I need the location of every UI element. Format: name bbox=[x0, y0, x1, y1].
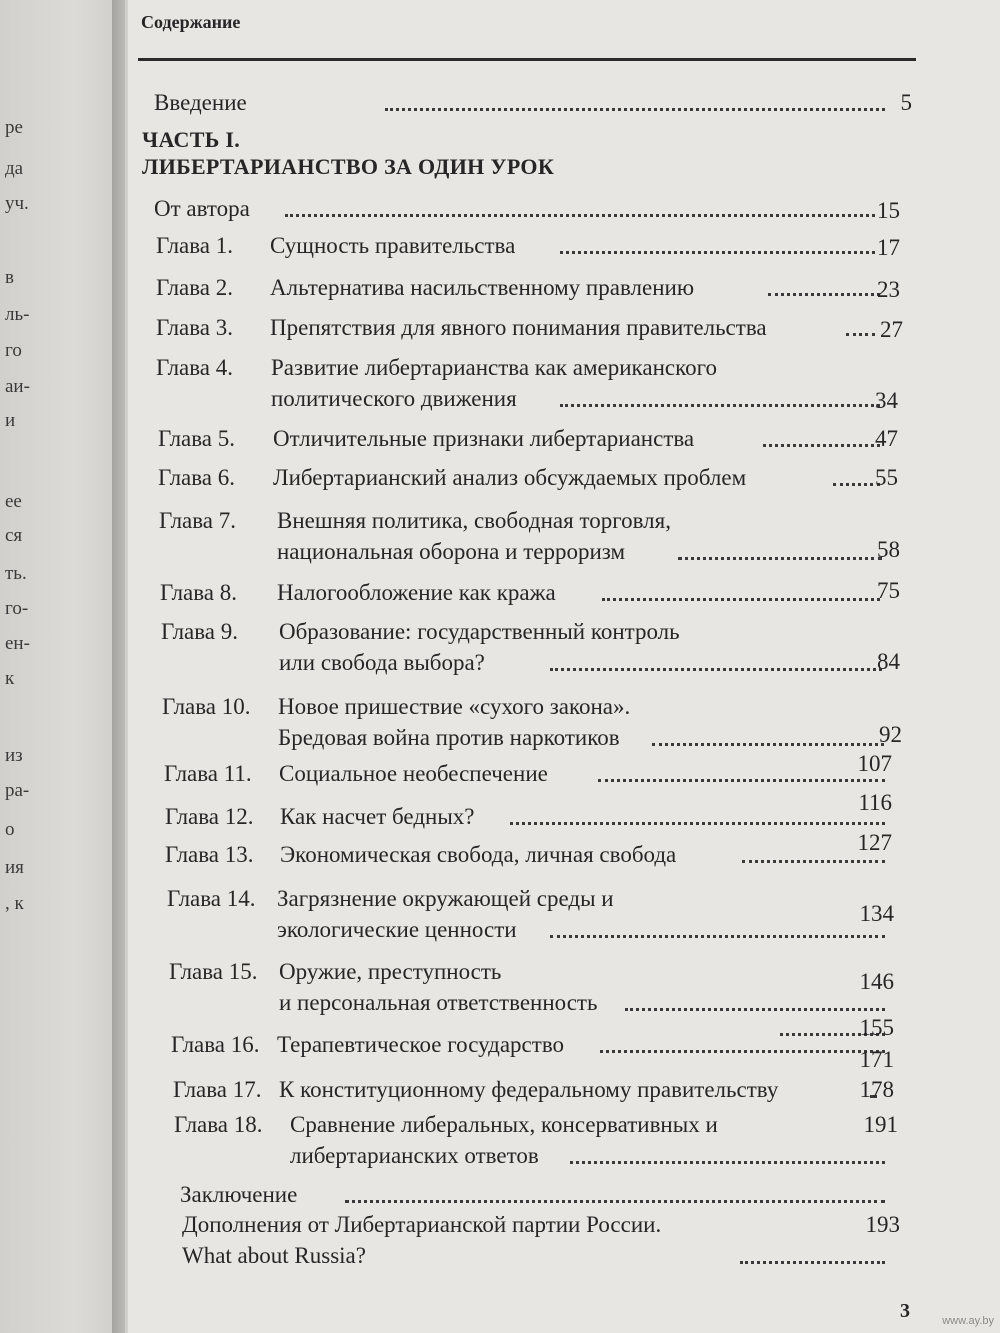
chapter-title: От автора bbox=[154, 196, 250, 221]
chapter-number: Глава 18. bbox=[174, 1112, 263, 1137]
chapter-title: Сравнение либеральных, консервативных и bbox=[290, 1112, 718, 1137]
chapter-title: Сущность правительства bbox=[270, 233, 516, 258]
chapter-title-continuation: или свобода выбора? bbox=[279, 650, 485, 675]
dot-leader bbox=[550, 935, 885, 938]
watermark: www.ay.by bbox=[942, 1315, 994, 1327]
chapter-number: Глава 14. bbox=[167, 886, 256, 911]
dot-leader bbox=[598, 779, 885, 782]
chapter-number: Глава 1. bbox=[156, 233, 234, 258]
chapter-title: Терапевтическое государство bbox=[277, 1032, 565, 1057]
toc-entry bbox=[140, 692, 920, 754]
chapter-number: Глава 17. bbox=[173, 1077, 262, 1102]
page-ref: 193 bbox=[865, 1212, 900, 1237]
previous-page-text-fragment: ль- bbox=[5, 304, 30, 325]
dot-leader bbox=[510, 822, 885, 825]
toc-entry bbox=[140, 1075, 920, 1105]
chapter-title: Внешняя политика, свободная торговля, bbox=[277, 508, 671, 533]
toc-entry bbox=[140, 751, 920, 789]
dot-leader bbox=[385, 108, 885, 111]
chapter-number: Глава 8. bbox=[160, 580, 238, 605]
previous-page-text-fragment: ть. bbox=[5, 563, 27, 584]
page-ref: 155 bbox=[859, 1015, 894, 1040]
chapter-number: Глава 13. bbox=[165, 842, 254, 867]
page-ref: 178 bbox=[859, 1077, 894, 1102]
chapter-number: Глава 11. bbox=[164, 761, 252, 786]
previous-page-text-fragment: ее bbox=[5, 491, 22, 512]
previous-page-text-fragment: ра- bbox=[5, 780, 30, 801]
chapter-number: Глава 6. bbox=[158, 465, 236, 490]
chapter-title-continuation: политического движения bbox=[271, 386, 517, 411]
chapter-title: Заключение bbox=[180, 1182, 298, 1207]
page-ref: 27 bbox=[880, 317, 903, 342]
chapter-title: Препятствия для явного понимания правительства bbox=[270, 315, 767, 340]
previous-page-text-fragment: к bbox=[5, 668, 15, 689]
toc-entry bbox=[140, 313, 920, 343]
chapter-number: Глава 16. bbox=[171, 1032, 260, 1057]
dot-leader bbox=[740, 1261, 885, 1264]
toc-entry bbox=[140, 273, 920, 303]
chapter-title: Как насчет бедных? bbox=[280, 804, 475, 829]
dot-leader bbox=[560, 404, 880, 407]
chapter-title: Новое пришествие «сухого закона». bbox=[278, 694, 631, 719]
chapter-title: Альтернатива насильственному правлению bbox=[270, 275, 694, 300]
chapter-title: Дополнения от Либертарианской партии России. bbox=[182, 1212, 662, 1237]
chapter-number: Глава 4. bbox=[156, 355, 234, 380]
toc-entry bbox=[140, 884, 920, 946]
previous-page-text-fragment: ре bbox=[5, 117, 23, 138]
toc-entry bbox=[140, 353, 920, 415]
chapter-number: Глава 3. bbox=[156, 315, 234, 340]
chapter-title-continuation: либертарианских ответов bbox=[290, 1143, 539, 1168]
previous-page-text-fragment: и bbox=[5, 410, 16, 431]
toc-entry bbox=[140, 231, 920, 261]
chapter-title: Развитие либертарианства как американского bbox=[271, 355, 717, 380]
page-ref: 5 bbox=[900, 90, 912, 115]
chapter-title-continuation: What about Russia? bbox=[182, 1243, 366, 1268]
page-ref: 107 bbox=[857, 751, 892, 776]
chapter-number: Глава 9. bbox=[161, 619, 239, 644]
dot-leader bbox=[560, 251, 875, 254]
page-ref: 84 bbox=[877, 649, 900, 674]
dot-leader bbox=[570, 1161, 885, 1164]
page-ref: 47 bbox=[875, 426, 898, 451]
toc-entry bbox=[140, 790, 920, 832]
page-ref: 34 bbox=[875, 388, 898, 413]
page-ref: 23 bbox=[877, 277, 900, 302]
toc-entry bbox=[140, 88, 920, 118]
toc-entry bbox=[140, 578, 920, 608]
chapter-title: Экономическая свобода, личная свобода bbox=[280, 842, 677, 867]
previous-page-text-fragment: аи- bbox=[5, 376, 30, 397]
toc-entry bbox=[140, 1210, 920, 1272]
running-head: Содержание bbox=[141, 12, 241, 32]
chapter-title-continuation: и персональная ответственность bbox=[279, 990, 598, 1015]
chapter-number: Глава 10. bbox=[162, 694, 251, 719]
previous-page-text-fragment: уч. bbox=[5, 193, 29, 214]
toc-entry bbox=[140, 957, 920, 1019]
chapter-title: К конституционному федеральному правительству bbox=[279, 1077, 779, 1102]
toc-entry bbox=[140, 463, 920, 493]
chapter-title: Образование: государственный контроль bbox=[279, 619, 680, 644]
chapter-title: Оружие, преступность bbox=[279, 959, 502, 984]
chapter-number: Глава 15. bbox=[169, 959, 258, 984]
page-number: 3 bbox=[900, 1300, 910, 1322]
dot-leader bbox=[625, 1008, 885, 1011]
page-ref: 15 bbox=[877, 198, 900, 223]
dot-leader bbox=[285, 214, 875, 217]
toc-entry bbox=[140, 1180, 920, 1210]
chapter-title-continuation: экологические ценности bbox=[277, 917, 517, 942]
toc-entry bbox=[140, 830, 920, 870]
chapter-number: Глава 2. bbox=[156, 275, 234, 300]
previous-page-text-fragment: в bbox=[5, 267, 14, 288]
part-heading-line1: ЧАСТЬ I. bbox=[142, 127, 241, 152]
chapter-title: Загрязнение окружающей среды и bbox=[277, 886, 614, 911]
chapter-title: Социальное необеспечение bbox=[279, 761, 548, 786]
part-heading-line2: ЛИБЕРТАРИАНСТВО ЗА ОДИН УРОК bbox=[142, 154, 555, 179]
page-ref: 55 bbox=[875, 465, 898, 490]
toc-entry bbox=[140, 506, 920, 568]
page-ref: 17 bbox=[877, 235, 900, 260]
page-ref: 75 bbox=[877, 578, 900, 603]
dot-leader bbox=[345, 1200, 885, 1203]
toc-entry bbox=[140, 1110, 920, 1172]
chapter-title: Налогообложение как кража bbox=[277, 580, 556, 605]
chapter-number: Глава 12. bbox=[165, 804, 254, 829]
previous-page-text-fragment: го bbox=[5, 340, 22, 361]
previous-page-text-fragment: ся bbox=[5, 525, 23, 546]
previous-page-text-fragment: о bbox=[5, 819, 15, 840]
chapter-number: Глава 5. bbox=[158, 426, 236, 451]
chapter-number: Глава 7. bbox=[159, 508, 237, 533]
previous-page-text-fragment: , к bbox=[5, 893, 24, 914]
toc-entry bbox=[140, 424, 920, 454]
dot-leader bbox=[602, 598, 880, 601]
page-ref: 191 bbox=[863, 1112, 898, 1137]
toc-entry bbox=[140, 194, 920, 224]
page-ref: 146 bbox=[859, 969, 894, 994]
chapter-title-continuation: Бредовая война против наркотиков bbox=[278, 725, 620, 750]
toc-entry bbox=[140, 1030, 920, 1072]
previous-page-text-fragment: го- bbox=[5, 598, 29, 619]
page-ref: 134 bbox=[859, 901, 894, 926]
chapter-title: Введение bbox=[154, 90, 247, 115]
previous-page-text-fragment: из bbox=[5, 745, 23, 766]
header-rule bbox=[138, 58, 916, 61]
toc-entry bbox=[140, 617, 920, 679]
page-ref: 171 bbox=[859, 1047, 894, 1072]
page-ref: 116 bbox=[858, 790, 892, 815]
page-ref: 92 bbox=[879, 722, 902, 747]
previous-page-text-fragment: ия bbox=[5, 857, 24, 878]
chapter-title: Отличительные признаки либертарианства bbox=[273, 426, 695, 451]
previous-page-text-fragment: ен- bbox=[5, 633, 30, 654]
dot-leader bbox=[742, 860, 885, 863]
contents-page bbox=[128, 0, 1000, 1333]
page-ref: 58 bbox=[877, 537, 900, 562]
chapter-title: Либертарианский анализ обсуждаемых проблем bbox=[273, 465, 747, 490]
dot-leader bbox=[550, 668, 882, 671]
page-ref: 127 bbox=[857, 830, 892, 855]
previous-page-text-fragment: да bbox=[5, 158, 24, 179]
chapter-title-continuation: национальная оборона и терроризм bbox=[277, 539, 626, 564]
